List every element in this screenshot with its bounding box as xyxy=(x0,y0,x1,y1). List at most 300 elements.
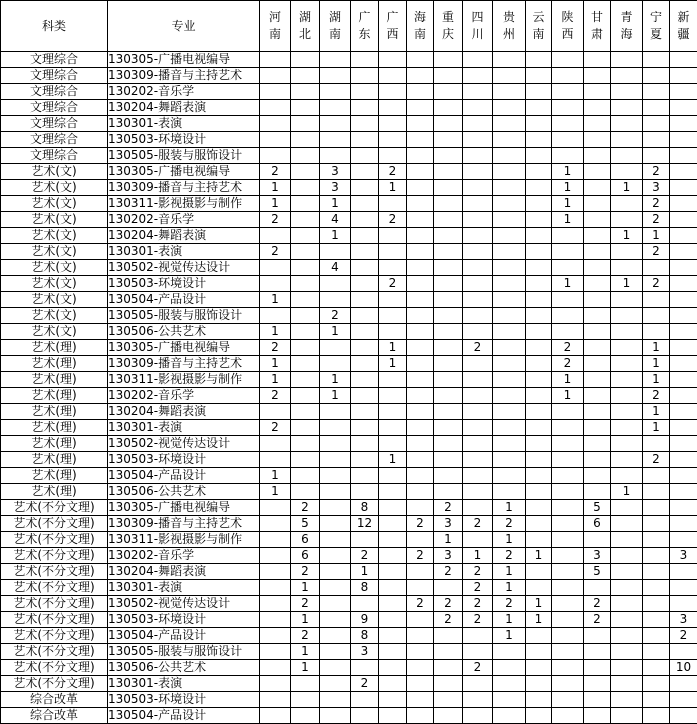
cell-count xyxy=(260,228,291,244)
cell-count: 2 xyxy=(643,388,670,404)
cell-count xyxy=(611,292,643,308)
cell-count xyxy=(379,132,407,148)
cell-count xyxy=(552,580,584,596)
cell-count xyxy=(643,692,670,708)
cell-count xyxy=(552,660,584,676)
cell-count xyxy=(463,164,493,180)
cell-count xyxy=(526,324,552,340)
cell-count xyxy=(434,132,463,148)
cell-count xyxy=(611,324,643,340)
cell-count xyxy=(643,708,670,724)
cell-major: 130504-产品设计 xyxy=(108,628,260,644)
cell-count: 1 xyxy=(552,180,584,196)
cell-count: 1 xyxy=(320,196,351,212)
table-row xyxy=(1,340,697,356)
cell-count xyxy=(584,580,611,596)
cell-category: 艺术(理) xyxy=(1,356,108,372)
cell-count xyxy=(434,308,463,324)
cell-count xyxy=(407,500,434,516)
table-row xyxy=(1,612,697,628)
cell-count xyxy=(643,100,670,116)
cell-count: 1 xyxy=(611,276,643,292)
cell-count xyxy=(407,660,434,676)
cell-count: 5 xyxy=(291,516,320,532)
cell-count xyxy=(463,308,493,324)
cell-count xyxy=(260,676,291,692)
cell-count xyxy=(434,676,463,692)
cell-count xyxy=(611,132,643,148)
cell-count xyxy=(611,52,643,68)
cell-count xyxy=(291,452,320,468)
cell-count xyxy=(493,180,526,196)
cell-count xyxy=(493,708,526,724)
cell-category: 艺术(文) xyxy=(1,308,108,324)
cell-count xyxy=(351,308,379,324)
cell-count xyxy=(526,436,552,452)
cell-count: 1 xyxy=(379,356,407,372)
cell-count: 1 xyxy=(552,164,584,180)
table-row xyxy=(1,468,697,484)
cell-count xyxy=(611,404,643,420)
table-row xyxy=(1,164,697,180)
cell-count xyxy=(643,52,670,68)
cell-count xyxy=(611,644,643,660)
cell-count xyxy=(643,148,670,164)
cell-count xyxy=(260,148,291,164)
cell-count xyxy=(320,68,351,84)
table-row xyxy=(1,580,697,596)
cell-count xyxy=(434,452,463,468)
cell-count xyxy=(526,212,552,228)
cell-count xyxy=(320,500,351,516)
cell-major: 130301-表演 xyxy=(108,116,260,132)
cell-count xyxy=(493,388,526,404)
cell-category: 艺术(不分文理) xyxy=(1,596,108,612)
cell-count: 1 xyxy=(643,340,670,356)
cell-count xyxy=(584,292,611,308)
cell-count xyxy=(552,484,584,500)
cell-count xyxy=(320,420,351,436)
cell-count xyxy=(379,228,407,244)
cell-count xyxy=(611,500,643,516)
cell-count xyxy=(407,180,434,196)
table-row xyxy=(1,260,697,276)
cell-count xyxy=(670,596,697,612)
table-row xyxy=(1,212,697,228)
cell-major: 130204-舞蹈表演 xyxy=(108,228,260,244)
cell-count: 2 xyxy=(260,420,291,436)
cell-major: 130505-服装与服饰设计 xyxy=(108,308,260,324)
table-row xyxy=(1,692,697,708)
cell-major: 130505-服装与服饰设计 xyxy=(108,148,260,164)
cell-count xyxy=(434,644,463,660)
cell-count xyxy=(584,644,611,660)
cell-count xyxy=(351,404,379,420)
cell-major: 130506-公共艺术 xyxy=(108,324,260,340)
cell-count xyxy=(611,548,643,564)
cell-count xyxy=(526,132,552,148)
cell-count xyxy=(552,324,584,340)
cell-count xyxy=(611,260,643,276)
cell-count xyxy=(552,148,584,164)
cell-count xyxy=(584,356,611,372)
table-row xyxy=(1,628,697,644)
cell-count xyxy=(584,324,611,340)
cell-count: 1 xyxy=(643,356,670,372)
cell-count xyxy=(643,660,670,676)
cell-count: 8 xyxy=(351,500,379,516)
cell-category: 艺术(理) xyxy=(1,484,108,500)
cell-major: 130506-公共艺术 xyxy=(108,484,260,500)
cell-count xyxy=(463,132,493,148)
cell-count xyxy=(611,532,643,548)
cell-major: 130305-广播电视编导 xyxy=(108,52,260,68)
cell-count xyxy=(493,676,526,692)
cell-count: 2 xyxy=(351,676,379,692)
cell-count xyxy=(320,692,351,708)
cell-count xyxy=(611,596,643,612)
cell-count xyxy=(379,644,407,660)
header-province: 广 东 xyxy=(351,1,379,52)
cell-count: 1 xyxy=(611,180,643,196)
cell-count xyxy=(407,420,434,436)
cell-count xyxy=(552,692,584,708)
cell-count xyxy=(584,196,611,212)
cell-category: 文理综合 xyxy=(1,100,108,116)
cell-count xyxy=(493,484,526,500)
cell-count xyxy=(611,628,643,644)
cell-count xyxy=(670,564,697,580)
cell-count: 2 xyxy=(379,276,407,292)
cell-count xyxy=(670,708,697,724)
cell-count xyxy=(260,532,291,548)
cell-count: 2 xyxy=(584,596,611,612)
cell-count xyxy=(670,132,697,148)
cell-count: 2 xyxy=(493,516,526,532)
cell-count xyxy=(552,628,584,644)
cell-category: 艺术(理) xyxy=(1,404,108,420)
cell-count xyxy=(351,532,379,548)
cell-count xyxy=(526,356,552,372)
cell-count xyxy=(643,548,670,564)
cell-count xyxy=(320,532,351,548)
cell-count xyxy=(260,516,291,532)
cell-count xyxy=(320,116,351,132)
cell-category: 艺术(不分文理) xyxy=(1,660,108,676)
cell-count xyxy=(552,404,584,420)
cell-count xyxy=(670,420,697,436)
cell-count xyxy=(643,68,670,84)
cell-count xyxy=(526,100,552,116)
cell-count xyxy=(407,564,434,580)
cell-count xyxy=(320,564,351,580)
cell-count: 1 xyxy=(643,228,670,244)
cell-major: 130309-播音与主持艺术 xyxy=(108,180,260,196)
cell-category: 艺术(文) xyxy=(1,324,108,340)
cell-count xyxy=(526,500,552,516)
cell-count xyxy=(407,84,434,100)
cell-count: 1 xyxy=(493,612,526,628)
cell-count xyxy=(291,276,320,292)
cell-count xyxy=(260,436,291,452)
cell-count xyxy=(493,308,526,324)
cell-count: 2 xyxy=(434,564,463,580)
cell-count xyxy=(407,276,434,292)
cell-count xyxy=(260,580,291,596)
cell-count: 2 xyxy=(493,596,526,612)
cell-count xyxy=(351,340,379,356)
cell-category: 文理综合 xyxy=(1,84,108,100)
cell-count xyxy=(434,340,463,356)
cell-count xyxy=(463,52,493,68)
cell-count xyxy=(552,676,584,692)
cell-count xyxy=(463,180,493,196)
cell-count: 1 xyxy=(379,340,407,356)
cell-count: 2 xyxy=(434,596,463,612)
cell-count xyxy=(643,324,670,340)
cell-count xyxy=(379,68,407,84)
cell-count xyxy=(320,100,351,116)
cell-count: 1 xyxy=(260,356,291,372)
table-row xyxy=(1,308,697,324)
cell-count xyxy=(320,244,351,260)
cell-count xyxy=(493,452,526,468)
cell-count xyxy=(291,356,320,372)
cell-count xyxy=(493,196,526,212)
cell-count xyxy=(434,84,463,100)
cell-major: 130204-舞蹈表演 xyxy=(108,564,260,580)
cell-count xyxy=(291,324,320,340)
cell-category: 艺术(不分文理) xyxy=(1,516,108,532)
cell-count: 1 xyxy=(552,276,584,292)
cell-count xyxy=(379,116,407,132)
cell-count: 8 xyxy=(351,628,379,644)
cell-major: 130309-播音与主持艺术 xyxy=(108,516,260,532)
cell-major: 130204-舞蹈表演 xyxy=(108,100,260,116)
cell-major: 130301-表演 xyxy=(108,420,260,436)
cell-count xyxy=(291,244,320,260)
cell-count: 2 xyxy=(463,596,493,612)
cell-count xyxy=(670,324,697,340)
cell-count xyxy=(351,356,379,372)
cell-count xyxy=(552,612,584,628)
cell-count xyxy=(463,436,493,452)
cell-count xyxy=(526,484,552,500)
cell-category: 艺术(文) xyxy=(1,276,108,292)
cell-category: 艺术(理) xyxy=(1,468,108,484)
cell-count xyxy=(463,244,493,260)
cell-count xyxy=(260,596,291,612)
cell-count xyxy=(584,436,611,452)
cell-count xyxy=(643,132,670,148)
cell-major: 130505-服装与服饰设计 xyxy=(108,644,260,660)
cell-count xyxy=(320,644,351,660)
cell-count xyxy=(552,644,584,660)
cell-category: 艺术(不分文理) xyxy=(1,500,108,516)
cell-count: 2 xyxy=(463,660,493,676)
cell-count xyxy=(320,484,351,500)
cell-category: 艺术(文) xyxy=(1,228,108,244)
cell-count: 2 xyxy=(643,212,670,228)
cell-count xyxy=(260,612,291,628)
cell-count xyxy=(493,148,526,164)
cell-count xyxy=(463,372,493,388)
cell-count xyxy=(407,436,434,452)
cell-count: 1 xyxy=(643,420,670,436)
cell-count: 1 xyxy=(643,404,670,420)
cell-count xyxy=(320,548,351,564)
cell-category: 综合改革 xyxy=(1,692,108,708)
cell-count xyxy=(434,260,463,276)
table-row xyxy=(1,564,697,580)
cell-count xyxy=(611,660,643,676)
cell-count xyxy=(320,580,351,596)
cell-count: 1 xyxy=(320,388,351,404)
cell-category: 艺术(不分文理) xyxy=(1,676,108,692)
cell-count: 1 xyxy=(434,532,463,548)
cell-count xyxy=(526,244,552,260)
cell-count xyxy=(611,580,643,596)
cell-count xyxy=(643,260,670,276)
cell-category: 艺术(文) xyxy=(1,196,108,212)
cell-count xyxy=(611,68,643,84)
cell-count xyxy=(320,292,351,308)
cell-count: 1 xyxy=(260,484,291,500)
cell-count xyxy=(670,148,697,164)
cell-count xyxy=(351,468,379,484)
cell-category: 综合改革 xyxy=(1,708,108,724)
cell-count: 2 xyxy=(260,164,291,180)
cell-count xyxy=(407,196,434,212)
cell-count xyxy=(552,228,584,244)
cell-count xyxy=(434,292,463,308)
cell-count: 2 xyxy=(552,340,584,356)
cell-count xyxy=(379,196,407,212)
cell-count xyxy=(584,132,611,148)
cell-count xyxy=(291,436,320,452)
cell-count xyxy=(407,148,434,164)
cell-count xyxy=(434,164,463,180)
cell-count xyxy=(379,612,407,628)
cell-count: 6 xyxy=(291,532,320,548)
cell-count xyxy=(351,260,379,276)
cell-count xyxy=(407,228,434,244)
cell-count xyxy=(379,436,407,452)
cell-count xyxy=(670,468,697,484)
cell-count xyxy=(434,228,463,244)
cell-count xyxy=(463,228,493,244)
cell-count xyxy=(584,52,611,68)
cell-count xyxy=(407,324,434,340)
cell-count: 2 xyxy=(260,388,291,404)
cell-count xyxy=(260,308,291,324)
cell-count xyxy=(291,196,320,212)
cell-count: 2 xyxy=(291,596,320,612)
cell-count xyxy=(379,516,407,532)
cell-count xyxy=(379,52,407,68)
cell-count xyxy=(643,612,670,628)
cell-count xyxy=(351,484,379,500)
cell-count xyxy=(584,388,611,404)
cell-count xyxy=(320,612,351,628)
cell-count xyxy=(526,372,552,388)
cell-count xyxy=(670,388,697,404)
cell-count: 2 xyxy=(351,548,379,564)
cell-count xyxy=(434,580,463,596)
cell-count xyxy=(379,580,407,596)
cell-count xyxy=(552,436,584,452)
cell-count xyxy=(407,260,434,276)
cell-count xyxy=(611,212,643,228)
cell-count: 1 xyxy=(526,612,552,628)
cell-count xyxy=(526,420,552,436)
header-province: 广 西 xyxy=(379,1,407,52)
cell-count xyxy=(552,500,584,516)
cell-count xyxy=(670,260,697,276)
cell-count xyxy=(434,660,463,676)
header-province: 四 川 xyxy=(463,1,493,52)
cell-count xyxy=(552,292,584,308)
cell-count xyxy=(320,708,351,724)
cell-count xyxy=(670,580,697,596)
cell-count xyxy=(611,84,643,100)
cell-count xyxy=(320,356,351,372)
cell-count xyxy=(526,404,552,420)
cell-count xyxy=(670,436,697,452)
cell-count xyxy=(493,372,526,388)
cell-count xyxy=(643,644,670,660)
cell-count xyxy=(463,212,493,228)
cell-count xyxy=(670,356,697,372)
cell-count xyxy=(291,132,320,148)
cell-count xyxy=(584,100,611,116)
cell-count xyxy=(407,628,434,644)
cell-count xyxy=(611,516,643,532)
cell-count: 3 xyxy=(643,180,670,196)
cell-count xyxy=(291,100,320,116)
cell-count: 1 xyxy=(611,484,643,500)
cell-category: 艺术(文) xyxy=(1,180,108,196)
cell-count xyxy=(291,52,320,68)
cell-count xyxy=(291,68,320,84)
cell-count xyxy=(379,532,407,548)
cell-count xyxy=(260,116,291,132)
cell-count xyxy=(493,404,526,420)
cell-count xyxy=(526,228,552,244)
cell-count xyxy=(407,708,434,724)
cell-count xyxy=(379,404,407,420)
cell-count: 1 xyxy=(493,564,526,580)
cell-count xyxy=(493,292,526,308)
cell-major: 130202-音乐学 xyxy=(108,388,260,404)
cell-count: 2 xyxy=(260,244,291,260)
table-row xyxy=(1,180,697,196)
cell-major: 130309-播音与主持艺术 xyxy=(108,356,260,372)
cell-major: 130301-表演 xyxy=(108,580,260,596)
cell-count xyxy=(291,676,320,692)
cell-category: 艺术(文) xyxy=(1,164,108,180)
cell-count xyxy=(493,244,526,260)
cell-count xyxy=(320,628,351,644)
cell-count xyxy=(407,612,434,628)
header-province: 湖 南 xyxy=(320,1,351,52)
cell-count xyxy=(526,452,552,468)
cell-category: 艺术(不分文理) xyxy=(1,628,108,644)
cell-count xyxy=(434,628,463,644)
cell-count xyxy=(379,148,407,164)
cell-count xyxy=(260,644,291,660)
cell-count xyxy=(584,532,611,548)
